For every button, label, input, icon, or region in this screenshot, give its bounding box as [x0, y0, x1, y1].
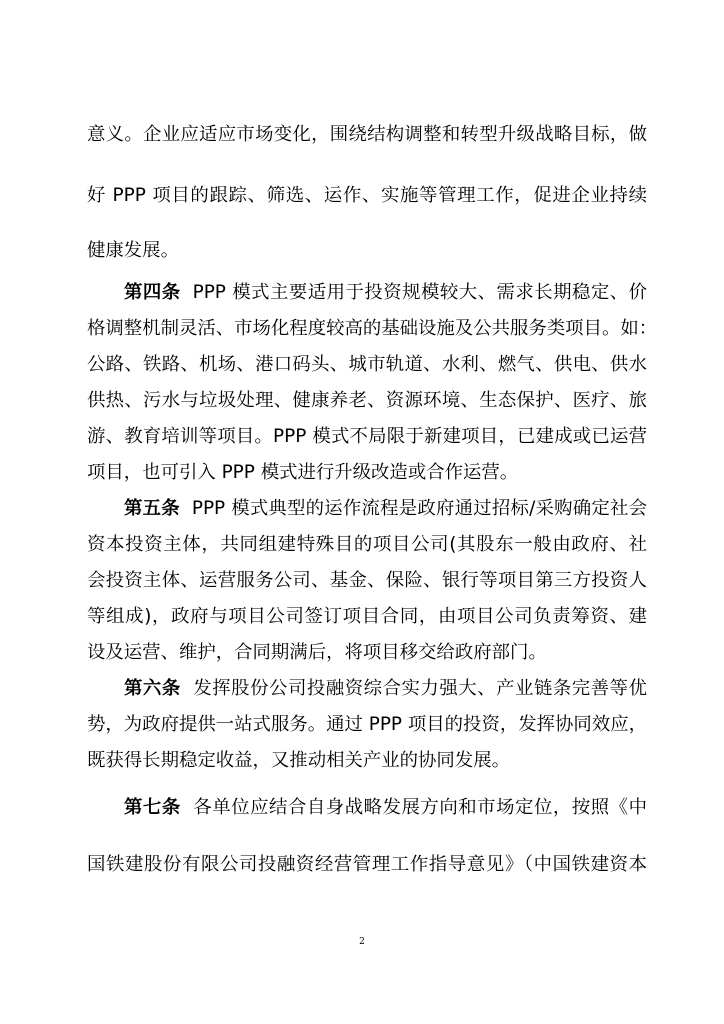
article-4-label: 第四条: [124, 282, 181, 303]
text-line: 项目，也可引入 PPP 模式进行升级改造或合作运营。: [87, 462, 519, 483]
text-line: 意义。企业应适应市场变化，围绕结构调整和转型升级战略目标，做: [87, 124, 647, 145]
article-7-first-line: [124, 795, 647, 821]
text-line: 国铁建股份有限公司投融资经营管理工作指导意见》（中国铁建资本: [87, 854, 647, 875]
text-line: 设及运营、维护，合同期满后，将项目移交给政府部门。: [87, 642, 547, 663]
text-line: 健康发展。: [87, 240, 179, 261]
text-line: 既获得长期稳定收益，又推动相关产业的协同发展。: [87, 750, 510, 771]
page-number: 2: [359, 937, 365, 947]
article-7-label: 第七条: [124, 797, 181, 818]
article-6-text: 发挥股份公司投融资综合实力强大、产业链条完善等优: [192, 678, 647, 699]
text-line: 游、教育培训等项目。PPP 模式不局限于新建项目，已建成或已运营: [87, 426, 647, 447]
article-6-label: 第六条: [124, 678, 181, 699]
text-line: 等组成)，政府与项目公司签订项目合同，由项目公司负责筹资、建: [87, 606, 647, 627]
article-5-text: PPP 模式典型的运作流程是政府通过招标/采购确定社会: [191, 498, 647, 519]
text-line: 格调整机制灵活、市场化程度较高的基础设施及公共服务类项目。如：: [87, 318, 658, 339]
article-4-text: PPP 模式主要适用于投资规模较大、需求长期稳定、价: [192, 282, 647, 303]
text-line: 会投资主体、运营服务公司、基金、保险、银行等项目第三方投资人: [87, 570, 647, 591]
article-7-text: 各单位应结合自身战略发展方向和市场定位，按照《中: [192, 797, 647, 818]
text-line: 势，为政府提供一站式服务。通过 PPP 项目的投资，发挥协同效应，: [87, 714, 647, 735]
text-line: 供热、污水与垃圾处理、健康养老、资源环境、生态保护、医疗、旅: [87, 390, 647, 411]
article-4-first-line: [124, 280, 647, 306]
article-6-first-line: [124, 676, 647, 702]
article-5-first-line: [124, 496, 647, 522]
text-line: 公路、铁路、机场、港口码头、城市轨道、水利、燃气、供电、供水: [87, 354, 647, 375]
text-line: 好 PPP 项目的跟踪、筛选、运作、实施等管理工作，促进企业持续: [87, 185, 647, 206]
article-5-label: 第五条: [124, 498, 180, 519]
text-line: 资本投资主体，共同组建特殊目的项目公司(其股东一般由政府、社: [87, 534, 647, 555]
